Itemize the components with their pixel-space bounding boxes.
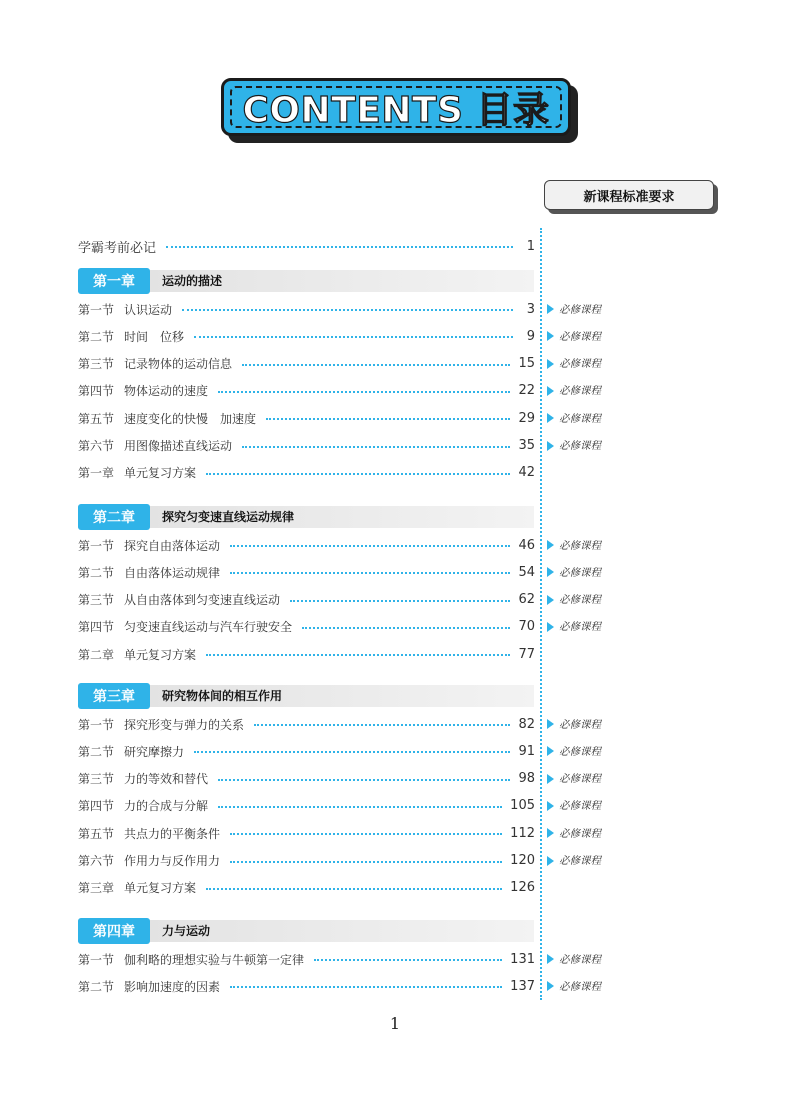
section-title: 匀变速直线运动与汽车行驶安全: [124, 620, 293, 635]
section-number: 第一节: [78, 717, 115, 732]
triangle-marker-icon: [547, 595, 554, 605]
section-number: 第一节: [78, 302, 115, 317]
section-page: 91: [518, 743, 535, 759]
page-number: 1: [389, 1014, 401, 1033]
contents-banner: [221, 78, 571, 136]
section-title: 力的合成与分解: [124, 799, 209, 814]
section-page: 35: [518, 438, 535, 453]
toc-entry[interactable]: [78, 590, 535, 610]
triangle-marker-icon: [547, 540, 554, 550]
standard-requirements-button[interactable]: 新课程标准要求: [544, 180, 714, 210]
section-number: 第二节: [78, 329, 115, 344]
section-title: 单元复习方案: [124, 881, 197, 896]
dot-leader: [290, 600, 510, 602]
required-course-label: 必修课程: [559, 980, 601, 993]
dot-leader: [314, 959, 502, 961]
section-page: 70: [518, 619, 535, 635]
dot-leader: [230, 545, 510, 547]
section-number: 第一节: [78, 952, 115, 967]
dot-leader: [194, 336, 513, 338]
section-number: 第二节: [78, 979, 115, 994]
toc-entry[interactable]: [78, 617, 535, 637]
section-number: 第一节: [78, 538, 115, 553]
required-course-label: 必修课程: [559, 855, 601, 867]
chapter-header[interactable]: [78, 506, 534, 528]
toc-entry[interactable]: [78, 976, 535, 996]
chapter-tag: 第一章: [78, 268, 150, 294]
dotted-divider: [540, 228, 542, 1000]
dot-leader: [230, 861, 502, 863]
toc-entry[interactable]: [78, 381, 535, 401]
dot-leader: [230, 572, 510, 574]
section-title: 自由落体运动规律: [124, 565, 221, 580]
section-title: 用图像描述直线运动: [124, 439, 233, 453]
section-title: 伽利略的理想实验与牛顿第一定律: [124, 952, 305, 967]
dot-leader: [242, 364, 510, 366]
section-number: 第六节: [78, 439, 115, 453]
section-title: 时间 位移: [124, 329, 185, 344]
toc-entry[interactable]: [78, 408, 535, 428]
toc-entry[interactable]: [78, 644, 535, 664]
section-number: 第二节: [78, 744, 115, 759]
contents-title: CONTENTS 目录: [242, 89, 550, 131]
section-page: 15: [518, 356, 535, 372]
required-course-tag: [547, 564, 601, 580]
toc-entry[interactable]: [78, 823, 535, 843]
toc-entry[interactable]: [78, 878, 535, 898]
dot-leader: [206, 654, 510, 656]
chapter-title: 探究匀变速直线运动规律: [162, 510, 295, 524]
dot-leader: [218, 806, 502, 808]
required-course-label: 必修课程: [559, 566, 601, 579]
section-number: 第四节: [78, 384, 115, 399]
dot-leader: [230, 833, 502, 835]
triangle-marker-icon: [547, 331, 554, 341]
triangle-marker-icon: [547, 828, 554, 838]
toc-entry[interactable]: [78, 741, 535, 761]
section-page: 62: [518, 592, 535, 608]
toc-entry[interactable]: [78, 949, 535, 969]
required-course-label: 必修课程: [559, 718, 601, 731]
section-number: 第五节: [78, 826, 115, 841]
section-title: 共点力的平衡条件: [124, 826, 221, 841]
required-course-label: 必修课程: [559, 358, 601, 371]
dot-leader: [254, 724, 510, 726]
section-page: 98: [518, 771, 535, 787]
dot-leader: [194, 751, 510, 753]
section-page: 105: [510, 798, 535, 814]
section-title: 探究形变与弹力的关系: [124, 717, 245, 732]
required-course-tag: [547, 798, 601, 814]
triangle-marker-icon: [547, 981, 554, 991]
banner-dashed-border: [230, 86, 562, 131]
dot-leader: [218, 391, 510, 393]
section-title: 力的等效和替代: [124, 772, 209, 787]
triangle-marker-icon: [547, 954, 554, 964]
required-course-label: 必修课程: [559, 385, 601, 398]
section-page: 42: [518, 465, 535, 481]
section-title: 作用力与反作用力: [124, 854, 221, 868]
section-number: 第三节: [78, 357, 115, 372]
toc-entry[interactable]: [78, 354, 535, 374]
toc-entry[interactable]: [78, 299, 535, 319]
required-course-tag: [547, 853, 601, 869]
required-course-label: 必修课程: [559, 330, 601, 343]
section-page: 9: [526, 328, 535, 344]
toc-entry[interactable]: [78, 714, 535, 734]
required-course-tag: [547, 537, 601, 553]
section-page: 3: [526, 301, 535, 317]
toc-entry[interactable]: [78, 796, 535, 816]
section-number: 第二节: [78, 565, 115, 580]
triangle-marker-icon: [547, 856, 554, 866]
required-course-tag: [547, 619, 601, 635]
chapter-title: 研究物体间的相互作用: [162, 689, 283, 703]
toc-entry[interactable]: [78, 436, 535, 456]
required-course-label: 必修课程: [559, 440, 601, 452]
dot-leader: [230, 986, 502, 988]
section-page: 22: [518, 383, 535, 399]
section-number: 第四节: [78, 799, 115, 814]
required-course-label: 必修课程: [559, 539, 601, 552]
required-course-label: 必修课程: [559, 745, 601, 758]
toc-entry[interactable]: [78, 463, 535, 483]
section-page: 77: [518, 646, 535, 662]
required-course-label: 必修课程: [559, 594, 601, 607]
toc-entry[interactable]: [78, 535, 535, 555]
section-page: 54: [518, 564, 535, 580]
section-number: 第三节: [78, 772, 115, 787]
chapter-tag: 第四章: [78, 918, 150, 944]
intro-entry[interactable]: [78, 236, 535, 256]
chapter-tag: 第三章: [78, 683, 150, 709]
triangle-marker-icon: [547, 359, 554, 369]
section-title: 研究摩擦力: [124, 744, 185, 759]
toc-entry[interactable]: [78, 769, 535, 789]
required-course-tag: [547, 978, 601, 994]
required-course-label: 必修课程: [559, 412, 601, 425]
chapter-header[interactable]: [78, 685, 534, 707]
section-number: 第一章: [78, 466, 115, 481]
required-course-tag: [547, 383, 601, 399]
chapter-title: 力与运动: [162, 924, 211, 938]
section-title: 速度变化的快慢 加速度: [124, 411, 257, 426]
section-page: 137: [510, 978, 535, 994]
section-title: 认识运动: [124, 302, 173, 317]
chapter-title: 运动的描述: [162, 274, 223, 288]
required-course-label: 必修课程: [559, 800, 601, 813]
dot-leader: [218, 779, 510, 781]
section-number: 第二章: [78, 647, 115, 662]
section-title: 物体运动的速度: [124, 384, 209, 399]
triangle-marker-icon: [547, 386, 554, 396]
toc-entry[interactable]: [78, 562, 535, 582]
required-course-tag: [547, 410, 601, 426]
required-course-tag: [547, 716, 601, 732]
chapter-header[interactable]: [78, 270, 534, 292]
section-page: 112: [510, 825, 535, 841]
chapter-header[interactable]: [78, 920, 534, 942]
dot-leader: [266, 418, 510, 420]
triangle-marker-icon: [547, 719, 554, 729]
required-course-tag: [547, 328, 601, 344]
triangle-marker-icon: [547, 304, 554, 314]
section-page: 126: [510, 880, 535, 896]
dot-leader: [166, 246, 513, 248]
chapter-tag: 第二章: [78, 504, 150, 530]
section-number: 第四节: [78, 620, 115, 635]
section-number: 第六节: [78, 854, 115, 868]
section-title: 单元复习方案: [124, 466, 197, 481]
triangle-marker-icon: [547, 801, 554, 811]
section-title: 探究自由落体运动: [124, 538, 221, 553]
triangle-marker-icon: [547, 441, 554, 451]
dot-leader: [206, 888, 502, 890]
required-course-label: 必修课程: [559, 303, 601, 316]
section-number: 第三章: [78, 881, 115, 896]
section-title: 单元复习方案: [124, 647, 197, 662]
section-page: 46: [518, 537, 535, 553]
triangle-marker-icon: [547, 567, 554, 577]
section-title: 记录物体的运动信息: [124, 357, 233, 372]
section-page: 82: [518, 716, 535, 732]
required-course-tag: [547, 771, 601, 787]
required-course-tag: [547, 743, 601, 759]
section-page: 29: [518, 410, 535, 426]
toc-entry[interactable]: [78, 326, 535, 346]
required-course-label: 必修课程: [559, 953, 601, 966]
triangle-marker-icon: [547, 746, 554, 756]
required-course-tag: [547, 301, 601, 317]
section-page: 131: [510, 951, 535, 967]
dot-leader: [242, 446, 510, 448]
required-course-tag: [547, 825, 601, 841]
required-course-tag: [547, 951, 601, 967]
required-course-tag: [547, 356, 601, 372]
triangle-marker-icon: [547, 622, 554, 632]
intro-page: 1: [526, 238, 535, 254]
dot-leader: [206, 473, 510, 475]
section-title: 影响加速度的因素: [124, 979, 221, 994]
required-course-tag: [547, 438, 601, 454]
section-page: 120: [510, 853, 535, 868]
required-course-label: 必修课程: [559, 621, 601, 634]
required-course-tag: [547, 592, 601, 608]
toc-entry[interactable]: [78, 851, 535, 871]
section-title: 从自由落体到匀变速直线运动: [124, 593, 281, 608]
section-number: 第五节: [78, 411, 115, 426]
required-course-label: 必修课程: [559, 773, 601, 786]
intro-title: 学霸考前必记: [78, 240, 157, 256]
required-course-label: 必修课程: [559, 827, 601, 840]
triangle-marker-icon: [547, 413, 554, 423]
dot-leader: [302, 627, 510, 629]
section-number: 第三节: [78, 593, 115, 608]
triangle-marker-icon: [547, 774, 554, 784]
dot-leader: [182, 309, 513, 311]
